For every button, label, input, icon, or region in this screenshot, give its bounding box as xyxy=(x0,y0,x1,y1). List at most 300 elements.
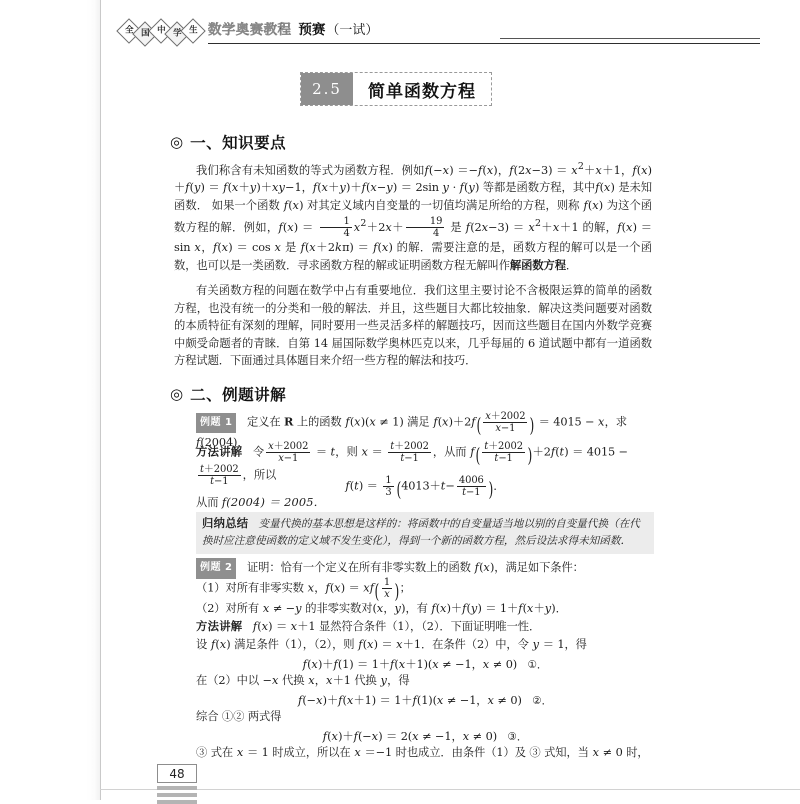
knowledge-paragraph-2: 有关函数方程的问题在数学中占有重要地位．我们这里主要讨论不含极限运算的简单的函数方程，也没有统一的分类和一般的解法．并且，这些题目大都比较抽象．解决这类问题要对函数的本质特征有深刻的理解，同时要用一些灵活多样的解题技巧，因而这些题目在国内外数学竞赛中颇受命题者的青睐．自第 14 届国际数学奥林匹克以来，几乎每届的 6 道试题中都有一道函数方程试题．下面通过具体题目来介绍一些方程的解法和技巧． xyxy=(174,284,652,368)
ex2-eq3-k: x xyxy=(462,730,470,743)
p1-math-7d: ) xyxy=(598,198,607,212)
p1-math-5b: ( xyxy=(599,181,604,195)
p1-math-9i: ＋1 的解， xyxy=(559,220,618,234)
header-round-name: （一试） xyxy=(326,23,379,38)
example-1-method-label: 方法讲解 xyxy=(196,445,243,459)
p1-seg-d: 如果一个函数 xyxy=(211,198,280,212)
p1-math-11h: ( xyxy=(377,240,382,254)
p1-math-3p: −1， xyxy=(285,181,313,195)
p1-math-3e: f xyxy=(185,181,190,195)
ex2-eq1-mark: ①． xyxy=(527,659,548,671)
p1-math-5c: x xyxy=(603,181,611,195)
ex1-eq-fb: ( xyxy=(349,479,355,493)
ex2-b4-math-c: x xyxy=(350,746,361,759)
ex2-b1-math-a: f xyxy=(207,638,216,651)
ex1-seg-c: 满足 xyxy=(407,415,430,429)
ex1-frac-2 xyxy=(266,441,310,464)
ex2-b4-d: 时， xyxy=(626,746,649,759)
ex1-math-5a: x xyxy=(357,445,369,459)
ex2-eq1-b: ( xyxy=(307,658,312,671)
ex2-c2-math-n: f xyxy=(462,602,467,615)
header-underline-secondary xyxy=(500,38,760,39)
ex2-eq1-h: ( xyxy=(394,658,399,671)
ex1-math-6f: ) ＝ 4015 − xyxy=(564,445,628,459)
example-2-body-4 xyxy=(196,744,654,762)
ex2-eq1-j: ＋1)( xyxy=(405,658,433,671)
ex2-b2-math-a: − xyxy=(259,674,272,687)
p1-math-3i: f xyxy=(223,181,228,195)
example-1-badge: 例题 1 xyxy=(196,413,236,434)
summary-box xyxy=(196,512,654,554)
p1-math-1c: x xyxy=(442,163,450,177)
p1-math-10h: ( xyxy=(217,240,222,254)
p1-math-10f: ， xyxy=(200,240,213,254)
section-title: 简单函数方程 xyxy=(368,81,476,102)
ex1-frac-7-num: 4006 xyxy=(458,475,484,486)
ex1-frac-3 xyxy=(388,441,431,464)
ex1-frac-4-num: t＋2002 xyxy=(484,441,523,452)
example-2-method xyxy=(196,618,654,636)
ex1-frac-2-den: x−1 xyxy=(266,452,310,464)
p1-frac-1-4-num: 1 xyxy=(343,215,350,227)
ex2-b1-math-e: f xyxy=(354,638,363,651)
binding-gutter-shadow xyxy=(86,0,100,800)
p1-math-9e: x xyxy=(528,220,535,234)
ex1-math-3a: f xyxy=(196,436,201,450)
p1-math-3d: )＋ xyxy=(174,163,652,195)
p1-math-4i: x xyxy=(370,181,377,195)
ex2-frac-1-num: 1 xyxy=(383,577,391,588)
example-2-condition-2 xyxy=(196,600,654,618)
ex2-math-1d: ) xyxy=(489,561,495,574)
p1-math-4q: y xyxy=(468,181,475,195)
p1-math-2h: x xyxy=(595,163,602,177)
ex2-math-1b: ( xyxy=(479,561,484,574)
p1-math-8b: ( xyxy=(282,220,288,234)
ex1-set-R: R xyxy=(284,414,294,429)
ex1-frac-5-num: t＋2002 xyxy=(200,464,239,476)
logo-char-1-text: 全 xyxy=(124,25,134,36)
ex2-c2-text-a: （2）对所有 xyxy=(196,602,260,615)
p1-math-3k: x xyxy=(231,181,239,195)
p1-math-4e: y xyxy=(339,181,347,195)
p1-math-8a: f xyxy=(278,220,283,234)
p1-math-4g: f xyxy=(361,181,366,195)
p1-math-4o: f xyxy=(459,181,465,195)
p1-math-3j: ( xyxy=(227,181,232,195)
p1-math-4m: y xyxy=(442,181,450,195)
p1-math-4r: ) xyxy=(474,181,483,195)
ex2-eq2-a: f xyxy=(297,694,303,707)
heading-knowledge-label: 一、知识要点 xyxy=(190,134,287,152)
ex2-b4-math-a: x xyxy=(233,746,244,759)
p1-math-3c: x xyxy=(641,163,648,177)
ex2-c2-math-w: )． xyxy=(551,602,567,615)
p1-math-2c: x xyxy=(525,163,532,177)
ex2-eq3-j: ≠ −1， xyxy=(418,730,463,743)
ex2-c2-math-v: y xyxy=(544,602,552,615)
p1-math-9g: ＋ xyxy=(540,220,553,234)
p1-math-8e: x xyxy=(353,220,361,234)
p1-math-4h: ( xyxy=(366,181,371,195)
ex2-eq1-k: x xyxy=(432,658,439,671)
p1-seg-i: ． xyxy=(565,258,578,272)
p1-math-3m: y xyxy=(249,181,257,195)
ex2-b2-math-d: x xyxy=(304,674,315,687)
p1-math-1g: x xyxy=(486,163,494,177)
ex2-eq1-i: x xyxy=(398,658,406,671)
p1-math-5d: ) xyxy=(610,181,619,195)
p1-term-solve-functional-equation: 解函数方程 xyxy=(509,257,566,272)
p1-math-8f: 2 xyxy=(360,217,367,229)
ex2-eq1-c: x xyxy=(311,658,318,671)
p1-math-3o: xy xyxy=(271,181,286,195)
ex1-math-1e: x xyxy=(369,415,376,429)
p1-math-9a: f xyxy=(465,220,471,234)
ex2-c1-math-f: ) ＝ xyxy=(340,581,364,595)
ex2-math-1c: x xyxy=(483,561,490,574)
ex1-math-6b: ＋2 xyxy=(532,445,551,459)
ex1-m-seg-d: ，所以 xyxy=(242,468,277,482)
ex1-frac-3-num: t＋2002 xyxy=(390,441,429,452)
heading-example-explanation xyxy=(170,383,286,405)
ex1-frac-1-den: x−1 xyxy=(483,422,527,434)
ex1-math-6e: t xyxy=(559,445,565,459)
ex1-eq-fg: − xyxy=(445,479,455,493)
example-2-badge: 例题 2 xyxy=(196,558,236,579)
ex2-b4-a: ③ 式在 xyxy=(196,746,234,759)
ex2-b1-math-i: x xyxy=(396,638,403,651)
ex2-seg-b: ，满足如下条件： xyxy=(494,561,584,574)
logo-char-4-text: 学 xyxy=(172,28,182,39)
p1-math-10g: f xyxy=(212,240,218,254)
example-2-condition-1 xyxy=(196,577,654,603)
ex1-math-1f: ≠ 1) xyxy=(375,415,408,429)
p1-math-9b: (2 xyxy=(470,220,482,234)
ex1-eq-paren-open: ( xyxy=(396,477,401,501)
ex2-eq3-l: ≠ 0) xyxy=(469,730,508,743)
p1-math-2f: 2 xyxy=(577,161,584,172)
page-tab-bar-1 xyxy=(157,786,197,790)
ex1-m-seg-c: ，从而 xyxy=(432,445,467,459)
p1-math-1: f xyxy=(424,163,429,177)
ex2-m-math-f: ＋1 xyxy=(297,620,320,633)
ex1-frac-3-den: t−1 xyxy=(388,452,431,464)
p1-math-3h: ) ＝ xyxy=(200,181,224,195)
ex1-eq-fe: 4013＋ xyxy=(401,479,441,493)
ex1-eq-fa: f xyxy=(345,479,350,493)
ex2-b1-math-l: ＝ 1 xyxy=(539,638,565,651)
series-logo xyxy=(120,19,200,43)
ex2-m-math-b: ( xyxy=(257,620,262,633)
p1-math-4a: f xyxy=(312,181,318,195)
ex1-math-2b: ( xyxy=(437,415,443,429)
ex1-eq-ff: t xyxy=(440,479,446,493)
ex2-eq2-i: f xyxy=(412,694,417,707)
p1-math-6d: ) xyxy=(299,198,308,212)
ex2-b1-math-d: ) xyxy=(226,638,235,651)
ex2-c2-math-j: f xyxy=(431,602,436,615)
ex2-m-math-a: f xyxy=(252,620,258,633)
bullet-diamond-icon-2: ◎ xyxy=(170,384,184,403)
ex2-eq2-l: ≠ −1， xyxy=(443,694,488,707)
ex1-math-6c: f xyxy=(550,445,556,459)
p1-math-6c: x xyxy=(292,198,300,212)
p1-math-8c: x xyxy=(287,220,294,234)
ex1-math-1a: f xyxy=(341,415,350,429)
p1-frac-1-4 xyxy=(320,216,352,239)
summary-text: 变量代换的基本思想是这样的：将函数中的自变量适当地以别的自变量代换（在代换时应注意使函数的定义域不发生变化），得到一个新的函数方程，然后设法求得未知函数． xyxy=(202,518,640,547)
ex2-eq2-g: x xyxy=(346,694,354,707)
ex2-c2-math-o: ( xyxy=(466,602,471,615)
p1-seg-a: 我们称含有未知函数的等式为函数方程．例如 xyxy=(196,163,425,177)
ex2-c1-math-e: x xyxy=(334,581,341,595)
example-2-body-3: 综合 ①② 两式得 xyxy=(196,710,282,723)
ex2-frac-1 xyxy=(382,577,392,600)
ex2-math-1a: f xyxy=(470,561,480,574)
p1-math-11d: ＋2 xyxy=(315,240,336,254)
ex2-c1-math-c: f xyxy=(325,581,330,595)
p1-math-4p: ( xyxy=(464,181,469,195)
ex2-c2-math-a: x xyxy=(259,602,270,615)
ex1-frac-4-den: t−1 xyxy=(482,452,525,464)
ex2-frac-1-den: x xyxy=(382,588,392,600)
p1-frac-19-4-num: 19 xyxy=(429,215,443,227)
section-title-banner xyxy=(300,72,492,106)
ex2-c1-math-b: ， xyxy=(314,581,326,595)
ex2-b1-a: 设 xyxy=(196,638,208,651)
p1-math-11c: x xyxy=(309,240,316,254)
logo-char-3-text: 中 xyxy=(156,25,166,36)
ex2-b2-math-f: x xyxy=(326,674,333,687)
ex2-m-math-d: ) ＝ xyxy=(268,620,291,633)
p1-math-2i: ＋1， xyxy=(601,163,633,177)
p1-math-3f: ( xyxy=(189,181,194,195)
ex2-eq3-h: ) ＝ 2( xyxy=(378,730,413,743)
logo-char-2-text: 国 xyxy=(140,28,150,39)
ex2-seg-a: 证明：恰有一个定义在所有非零实数上的函数 xyxy=(246,561,471,574)
header-course-name: 数学奥赛教程 xyxy=(208,22,292,38)
ex2-eq3-mark: ③． xyxy=(507,731,528,743)
ex1-seg-e: ． xyxy=(237,436,249,450)
ex1-math-2f: ＝ 4015 − xyxy=(535,415,598,429)
p1-math-7c: x xyxy=(592,198,599,212)
p1-math-11e: k xyxy=(335,240,343,254)
ex2-c2-math-r: f xyxy=(518,602,523,615)
page-tab-bar-2 xyxy=(157,793,197,797)
heading-examples-label: 二、例题讲解 xyxy=(190,386,287,404)
ex2-b2-math-b: x xyxy=(271,674,279,687)
ex2-b1-math-b: ( xyxy=(215,638,220,651)
ex1-frac-1-num: x＋2002 xyxy=(485,411,526,422)
ex2-eq1-e: f xyxy=(333,658,338,671)
ex1-frac-6-num: 1 xyxy=(385,475,392,486)
ex2-b2-math-h: y xyxy=(376,674,388,687)
p1-math-10c: x xyxy=(625,220,633,234)
ex2-eq3-i: x xyxy=(412,730,419,743)
ex1-concl-prefix: 从而 xyxy=(196,496,219,509)
ex1-eq-paren-close: ) xyxy=(488,477,493,501)
p1-math-3l: ＋ xyxy=(238,181,250,195)
p1-math-11a: f xyxy=(300,240,305,254)
ex2-eq2-e: f xyxy=(338,694,343,707)
ex2-eq1-d: )＋ xyxy=(317,658,334,671)
ex2-c2-math-k: ( xyxy=(435,602,441,615)
example-2-method-label: 方法讲解 xyxy=(196,620,243,633)
ex2-b2-a: 在（2）中以 xyxy=(196,674,260,687)
ex2-c2-math-h: y xyxy=(394,602,402,615)
ex1-seg-b: 上的函数 xyxy=(296,415,342,429)
ex2-c1-math-d: ( xyxy=(329,581,335,595)
p1-math-2e: x xyxy=(571,163,578,177)
ex2-eq2-k: x xyxy=(436,694,444,707)
p1-math-3g: y xyxy=(193,181,201,195)
ex2-eq1-l: ≠ −1， xyxy=(438,658,483,671)
section-number: 2.5 xyxy=(301,73,353,105)
p1-math-10l: 是 xyxy=(281,240,301,254)
ex2-eq1-n: ≠ 0) xyxy=(489,658,528,671)
p1-math-11g: f xyxy=(373,240,378,254)
p1-math-9h: x xyxy=(552,220,560,234)
ex1-math-6d: ( xyxy=(555,445,560,459)
p1-math-4j: − xyxy=(376,181,387,195)
ex1-frac-2-num: x＋2002 xyxy=(268,441,309,452)
ex2-c2-math-b: ≠ − xyxy=(269,602,296,615)
p1-math-6a: f xyxy=(279,198,289,212)
p1-math-3n: )＋ xyxy=(256,181,272,195)
ex1-math-2e: f xyxy=(471,415,476,429)
ex1-math-5b: ＝ xyxy=(368,445,387,459)
ex2-b4-math-b: ＝ 1 xyxy=(243,746,273,759)
ex2-b2-c: 代换 xyxy=(354,674,377,687)
ex1-frac-4 xyxy=(482,441,525,464)
page-tab-bar-3 xyxy=(157,800,197,804)
p1-math-7a: f xyxy=(579,198,588,212)
ex2-eq3-a: f xyxy=(322,730,328,743)
ex2-c1-math-g: xf xyxy=(363,581,375,595)
ex2-eq2-mark: ②． xyxy=(532,695,552,707)
p1-math-4k: y xyxy=(386,181,393,195)
page-left-border xyxy=(100,0,101,800)
page-bottom-border xyxy=(100,789,800,790)
ex2-b2-b: 代换 xyxy=(282,674,305,687)
ex2-c2-math-t: x xyxy=(526,602,534,615)
ex2-c2-math-q: ) ＝ 1＋ xyxy=(477,602,519,615)
ex2-c2-math-s: ( xyxy=(522,602,527,615)
header-title-block xyxy=(208,18,378,38)
p1-math-8d: ) ＝ xyxy=(293,220,318,234)
ex2-b4-math-e: x xyxy=(588,746,600,759)
ex2-c2-math-m: )＋ xyxy=(446,602,463,615)
ex1-frac-1 xyxy=(483,411,527,434)
ex1-math-3b: (2004) xyxy=(200,436,238,450)
ex1-frac-5-den: t−1 xyxy=(198,475,241,487)
ex2-eq1-f: (1) ＝ 1＋ xyxy=(337,658,391,671)
p1-math-11j: ) xyxy=(388,240,397,254)
example-2-statement xyxy=(196,558,654,579)
ex2-c2-math-g: ， xyxy=(383,602,395,615)
p1-seg-b: 等都是函数方程，其中 xyxy=(482,181,596,195)
ex2-eq2-n: ≠ 0) xyxy=(494,694,533,707)
p1-math-10a: f xyxy=(617,220,622,234)
ex1-math-4a: ＝ xyxy=(312,445,331,459)
p1-math-9d: −3) ＝ xyxy=(488,220,529,234)
ex2-eq2-m: x xyxy=(487,694,495,707)
p1-math-4b: ( xyxy=(317,181,322,195)
ex2-b4-b: 时成立，所以在 xyxy=(272,746,351,759)
ex2-b4-math-d: ＝−1 xyxy=(361,746,396,759)
logo-char-5-text: 生 xyxy=(188,25,198,36)
p1-math-2a: f xyxy=(509,163,514,177)
p1-math-4c: x xyxy=(321,181,329,195)
ex1-seg-a: 定义在 xyxy=(246,415,281,429)
p1-math-8i: ＋ xyxy=(391,220,404,234)
ex1-seg-d: ，求 xyxy=(604,415,627,429)
p1-seg-c: 是未知函数． xyxy=(174,181,652,212)
ex1-frac-6-den: 3 xyxy=(385,487,392,499)
p1-math-3a: f xyxy=(632,163,637,177)
p1-math-4l: ) ＝ 2sin xyxy=(392,181,443,195)
ex2-b1-math-h: ) ＝ xyxy=(373,638,397,651)
header-stage-name: 预赛 xyxy=(298,22,326,38)
ex2-c2-math-e: ( xyxy=(372,602,377,615)
ex2-m-math-e: x xyxy=(290,620,298,633)
ex2-c2-math-i: )，有 xyxy=(401,602,432,615)
ex2-eq2-b: (− xyxy=(302,694,317,707)
ex2-b2-math-g: ＋1 xyxy=(332,674,355,687)
ex1-math-4b: t xyxy=(330,445,336,459)
ex2-eq1-a: f xyxy=(302,658,308,671)
p1-frac-19-4-den: 4 xyxy=(406,227,444,239)
ex2-c1-math-h: ； xyxy=(399,581,411,595)
ex2-eq3-b: ( xyxy=(327,730,332,743)
p1-math-8g: ＋2 xyxy=(366,220,386,234)
ex2-m-math-c: x xyxy=(261,620,269,633)
ex2-eq2-f: ( xyxy=(342,694,347,707)
ex2-eq3-e: f xyxy=(353,730,358,743)
p1-math-10b: ( xyxy=(621,220,626,234)
ex2-b1-math-k: y xyxy=(528,638,540,651)
ex2-eq2-d: )＋ xyxy=(322,694,339,707)
example-2-body-2 xyxy=(196,672,654,690)
ex2-eq3-g: x xyxy=(371,730,379,743)
bullet-diamond-icon: ◎ xyxy=(170,132,184,151)
ex1-paren-open: ( xyxy=(476,413,481,437)
p1-math-3b: ( xyxy=(636,163,642,177)
ex2-eq2-j: (1)( xyxy=(416,694,437,707)
p1-math-9c: x xyxy=(481,220,489,234)
ex2-eq3-f: (− xyxy=(357,730,372,743)
ex2-b1-math-f: ( xyxy=(362,638,367,651)
ex1-math-6a: f xyxy=(466,445,475,459)
ex1-math-2g: x xyxy=(598,415,605,429)
ex1-paren-open-2: ( xyxy=(475,443,480,467)
ex1-eq-fc: t xyxy=(354,479,359,493)
p1-frac-1-4-den: 4 xyxy=(320,227,352,239)
ex2-c1-math-a: x xyxy=(303,581,315,595)
ex2-b4-math-f: ≠ 0 xyxy=(599,746,627,759)
ex2-eq1-m: x xyxy=(482,658,490,671)
ex1-math-1d: )( xyxy=(360,415,370,429)
ex2-eq3-c: x xyxy=(331,730,339,743)
ex2-eq3-d: )＋ xyxy=(338,730,354,743)
ex2-b1-math-g: x xyxy=(367,638,374,651)
ex2-c2-math-c: y xyxy=(295,602,302,615)
ex2-eq2-h: ＋1) ＝ 1＋ xyxy=(353,694,413,707)
p1-math-10i: x xyxy=(221,240,229,254)
ex1-eq-fh: ． xyxy=(493,479,505,493)
ex1-math-2c: x xyxy=(442,415,449,429)
